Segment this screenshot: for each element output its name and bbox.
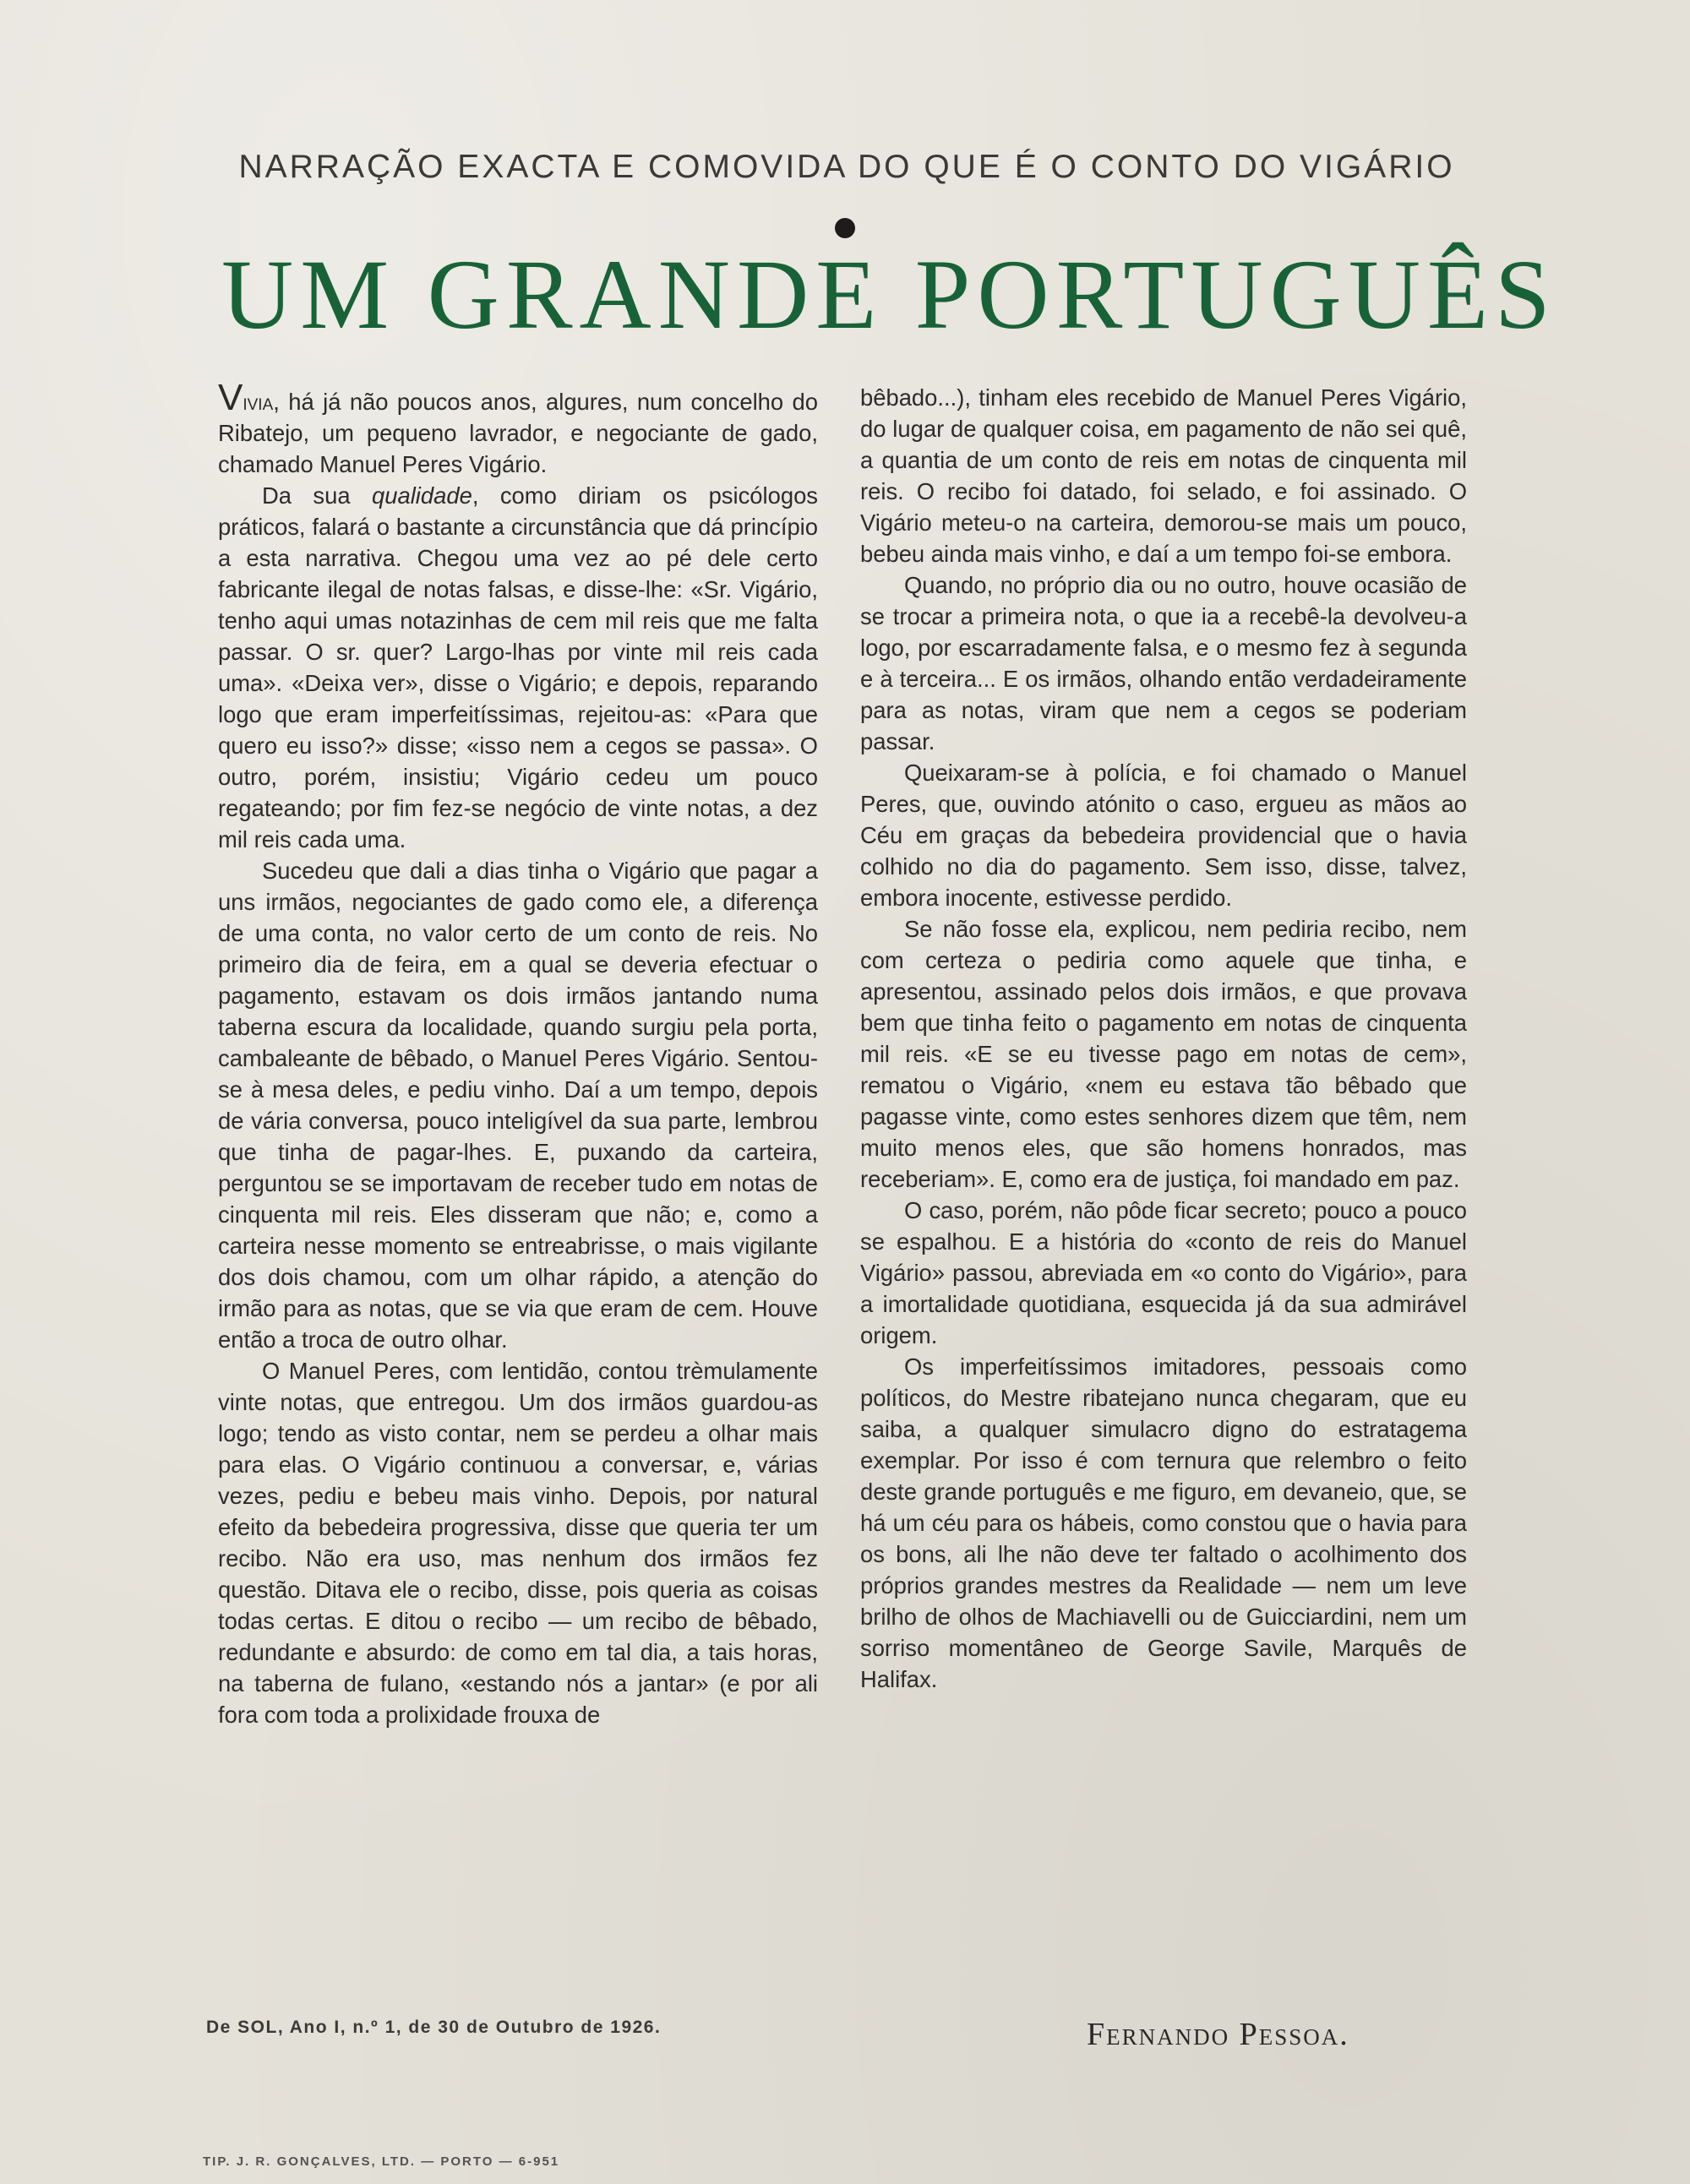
source-citation: De SOL, Ano I, n.º 1, de 30 de Outubro de 1926. [206, 2018, 662, 2037]
small-caps-word: ivia [243, 389, 274, 415]
right-column [860, 382, 1467, 1695]
paragraph: O Manuel Peres, com lentidão, contou trèmulamente vinte notas, que entregou. Um dos irmãos guardou-as logo; tendo as visto contar, nem se perdeu a olhar mais para elas. O Vigário continuou a conversar, e, várias vezes, pediu e bebeu mais vinho. Depois, por natural efeito da bebedeira progressiva, disse que queria ter um recibo. Não era uso, mas nenhum dos irmãos fez questão. Ditava ele o recibo, disse, pois queria as coisas todas certas. E ditou o recibo — um recibo de bêbado, redundante e absurdo: de como em tal dia, a tais horas, na taberna de fulano, «estando nós a jantar» (e por ali fora com toda a prolixidade frouxa de [218, 1358, 818, 1728]
printer-imprint: TIP. J. R. GONÇALVES, LTD. — PORTO — 6-951 [203, 2154, 560, 2169]
paragraph [218, 480, 818, 855]
paragraph: O caso, porém, não pôde ficar secreto; pouco a pouco se espalhou. E a história do «conto de reis do Manuel Vigário» passou, abreviada em «o conto do Vigário», para a imortalidade quotidiana, esquecida já da sua admirável origem. [860, 1197, 1467, 1348]
paragraph-text: , há já não poucos anos, algures, num concelho do Ribatejo, um pequeno lavrador, e negociante de gado, chamado Manuel Peres Vigário. [218, 389, 818, 477]
author-signature: Fernando Pessoa. [1087, 2017, 1349, 2052]
paragraph: Sucedeu que dali a dias tinha o Vigário que pagar a uns irmãos, negociantes de gado como ele, a diferença de uma conta, no valor certo de um conto de reis. No primeiro dia de feira, em a qual se deveria efectuar o pagamento, estavam os dois irmãos jantando numa taberna escura da localidade, quando surgiu pela porta, cambaleante de bêbado, o Manuel Peres Vigário. Sentou-se à mesa deles, e pediu vinho. Daí a um tempo, depois de vária conversa, pouco inteligível da sua parte, lembrou que tinha de pagar-lhes. E, puxando da carteira, perguntou se se importavam de receber tudo em notas de cinquenta mil reis. Eles disseram que não; e, como a carteira nesse momento se entreabrisse, o mais vigilante dos dois chamou, com um olhar rápido, a atenção do irmão para as notas, que se via que eram de cem. Houve então a troca de outro olhar. [218, 858, 818, 1353]
paragraph-text: , como diriam os psicólogos práticos, falará o bastante a circunstância que dá princípio a esta narrativa. Chegou uma vez ao pé dele certo fabricante ilegal de notas falsas, e disse-lhe: «Sr. Vigário, tenho aqui umas notazinhas de cem mil reis que me falta passar. O sr. quer? Largo-lhas por vinte mil reis cada uma». «Deixa ver», disse o Vigário; e depois, reparando logo que eram imperfeitíssimas, rejeitou-as: «Para que quero eu isso?» disse; «isso nem a cegos se passa». O outro, porém, insistiu; Vigário cedeu um pouco regateando; por fim fez-se negócio de vinte notas, a dez mil reis cada uma. [218, 482, 818, 852]
drop-cap: V [218, 377, 243, 418]
article-title: UM GRANDE PORTUGUÊS [221, 239, 1557, 350]
left-column [218, 377, 818, 1730]
paragraph [218, 377, 818, 480]
paragraph: Quando, no próprio dia ou no outro, houve ocasião de se trocar a primeira nota, o que ia a recebê-la devolveu-a logo, por escarradamente falsa, e o mesmo fez à segunda e à terceira... E os irmãos, olhando então verdadeiramente para as notas, viram que nem a cegos se poderiam passar. [860, 572, 1467, 754]
paragraph: Se não fosse ela, explicou, nem pediria recibo, nem com certeza o pediria como aquele que tinha, e apresentou, assinado pelos dois irmãos, e que provava bem que tinha feito o pagamento em notas de cinquenta mil reis. «E se eu tivesse pago em notas de cem», rematou o Vigário, «nem eu estava tão bêbado que pagasse vinte, como estes senhores dizem que têm, nem muito menos eles, que são homens honrados, mas receberiam». E, como era de justiça, foi mandado em paz. [860, 916, 1467, 1192]
kicker-headline: NARRAÇÃO EXACTA E COMOVIDA DO QUE É O CONTO DO VIGÁRIO [238, 149, 1455, 185]
paragraph: Os imperfeitíssimos imitadores, pessoais como políticos, do Mestre ribatejano nunca chegaram, que eu saiba, a qualquer simulacro digno do estratagema exemplar. Por isso é com ternura que relembro o feito deste grande português e me figuro, em devaneio, que, se há um céu para os hábeis, como constou que o havia para os bons, ali lhe não deve ter faltado o acolhimento dos próprios grandes mestres da Realidade — nem um leve brilho de olhos de Machiavelli ou de Guicciardini, nem um sorriso momentâneo de George Savile, Marquês de Halifax. [860, 1353, 1467, 1692]
paragraph: bêbado...), tinham eles recebido de Manuel Peres Vigário, do lugar de qualquer coisa, em pagamento de não sei quê, a quantia de um conto de reis em notas de cinquenta mil reis. O recibo foi datado, foi selado, e foi assinado. O Vigário meteu-o na carteira, demorou-se mais um pouco, bebeu ainda mais vinho, e daí a um tempo foi-se embora. [860, 384, 1467, 567]
bullet-ornament [835, 218, 855, 238]
paragraph-text: Da sua [262, 482, 373, 509]
italic-word: qualidade [372, 482, 472, 509]
paragraph: Queixaram-se à polícia, e foi chamado o Manuel Peres, que, ouvindo atónito o caso, ergueu as mãos ao Céu em graças da bebedeira providencial que o havia colhido no dia do pagamento. Sem isso, disse, talvez, embora inocente, estivesse perdido. [860, 760, 1467, 911]
